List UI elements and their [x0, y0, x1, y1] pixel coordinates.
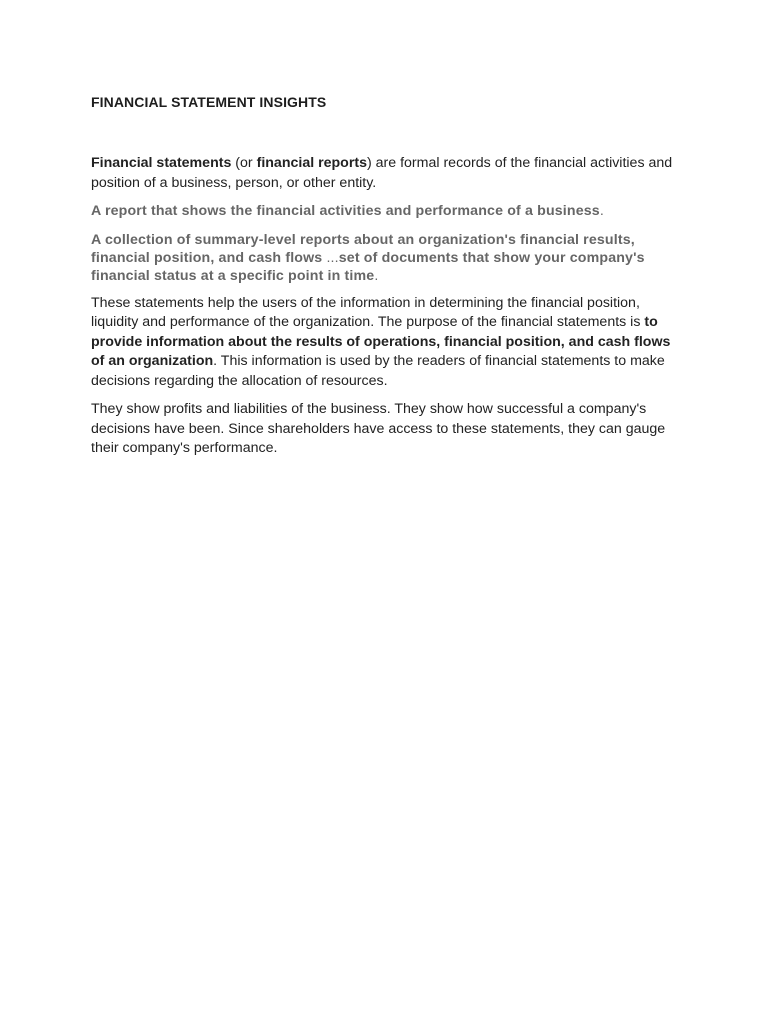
- summary-period: .: [599, 203, 604, 219]
- purpose-highlight: to provide information about the results of operations, financial position, and cash flows of an organization: [91, 314, 671, 369]
- summary-ellipsis: ...: [322, 249, 339, 266]
- paragraph-profits: They show profits and liabilities of the business. They show how successful a company's decisions have been. Since shareholders have access to these statements, they can gauge their company's performance.: [91, 401, 666, 456]
- summary-text: A report that shows the financial activities and performance of a business: [91, 203, 600, 219]
- document-title: FINANCIAL STATEMENT INSIGHTS: [91, 94, 327, 110]
- term-financial-statements: Financial statements: [91, 155, 232, 171]
- summary-text: set of documents that show your company's financial status at a specific point in time: [91, 249, 645, 284]
- paragraph-text: These statements help the users of the information in determining the financial position, liquidity and performance of the organization. The purpose of the financial statements is: [91, 294, 645, 330]
- term-financial-reports: financial reports: [256, 155, 367, 171]
- paragraph-definition: [91, 154, 681, 193]
- paragraph-purpose: [91, 294, 681, 392]
- paragraph-text: ) are formal records of the financial activities and position of a business, person, or other entity.: [91, 155, 673, 191]
- paragraph-text: . This information is used by the readers of financial statements to make decisions regarding the allocation of resources.: [91, 353, 665, 389]
- document-page: [91, 94, 681, 459]
- paragraph-text: (or: [231, 155, 257, 171]
- summary-period: .: [374, 267, 379, 284]
- paragraph-summary-2: [91, 231, 681, 285]
- paragraph-summary-1: [91, 202, 681, 222]
- summary-text: A collection of summary-level reports about an organization's financial results, financial position, and cash flows: [91, 231, 635, 266]
